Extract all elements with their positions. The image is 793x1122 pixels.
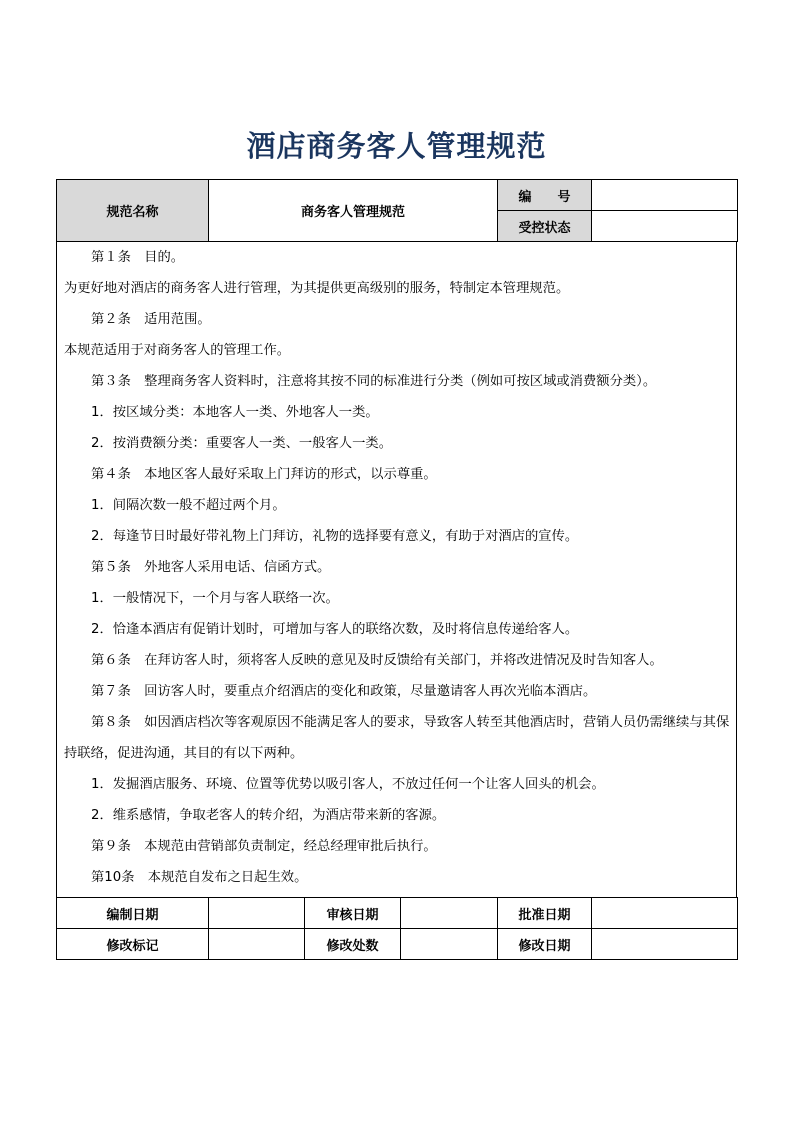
control-status-value — [592, 211, 738, 242]
revision-count-value — [401, 929, 498, 960]
article-text: 本规范适用于对商务客人的管理工作。 — [64, 343, 291, 358]
article-text: 为更好地对酒店的商务客人进行管理，为其提供更高级别的服务，特制定本管理规范。 — [64, 281, 570, 296]
article-heading: 第９条 本规范由营销部负责制定，经总经理审批后执行。 — [91, 839, 437, 854]
spec-name-value: 商务客人管理规范 — [209, 180, 498, 242]
article-heading: 第７条 回访客人时，要重点介绍酒店的变化和政策，尽量邀请客人再次光临本酒店。 — [91, 684, 597, 699]
revision-date-value — [592, 929, 738, 960]
list-item: 2．每逢节日时最好带礼物上门拜访，礼物的选择要有意义，有助于对酒店的宣传。 — [91, 529, 579, 544]
footer-table — [56, 897, 738, 960]
review-date-label: 审核日期 — [305, 898, 401, 929]
revision-mark-value — [209, 929, 305, 960]
compile-date-value — [209, 898, 305, 929]
revision-count-label: 修改处数 — [305, 929, 401, 960]
approve-date-value — [592, 898, 738, 929]
header-table — [56, 179, 738, 242]
number-value — [592, 180, 738, 211]
spec-name-label: 规范名称 — [57, 180, 209, 242]
article-heading: 第１条 目的。 — [91, 250, 185, 265]
article-heading: 第６条 在拜访客人时，须将客人反映的意见及时反馈给有关部门，并将改进情况及时告知客人。 — [91, 653, 663, 668]
revision-date-label: 修改日期 — [498, 929, 592, 960]
article-heading: 第８条 如因酒店档次等客观原因不能满足客人的要求，导致客人转至其他酒店时，营销人员仍需继续与其保持联络，促进沟通，其目的有以下两种。 — [64, 715, 730, 761]
list-item: 1．一般情况下，一个月与客人联络一次。 — [91, 591, 339, 606]
list-item: 1．按区域分类：本地客人一类、外地客人一类。 — [91, 405, 379, 420]
article-heading: 第５条 外地客人采用电话、信函方式。 — [91, 560, 331, 575]
article-heading: 第２条 适用范围。 — [91, 312, 211, 327]
list-item: 1．发掘酒店服务、环境、位置等优势以吸引客人，不放过任何一个让客人回头的机会。 — [91, 777, 605, 792]
compile-date-label: 编制日期 — [57, 898, 209, 929]
list-item: 2．恰逢本酒店有促销计划时，可增加与客人的联络次数，及时将信息传递给客人。 — [91, 622, 579, 637]
document-title: 酒店商务客人管理规范 — [246, 129, 547, 163]
list-item: 2．按消费额分类：重要客人一类、一般客人一类。 — [91, 436, 392, 451]
revision-mark-label: 修改标记 — [57, 929, 209, 960]
approve-date-label: 批准日期 — [498, 898, 592, 929]
article-heading: 第10条 本规范自发布之日起生效。 — [91, 870, 308, 885]
control-status-label: 受控状态 — [498, 211, 592, 242]
number-label: 编 号 — [498, 180, 592, 211]
article-heading: 第４条 本地区客人最好采取上门拜访的形式，以示尊重。 — [91, 467, 437, 482]
review-date-value — [401, 898, 498, 929]
list-item: 1．间隔次数一般不超过两个月。 — [91, 498, 286, 513]
spec-body — [56, 241, 737, 897]
article-heading: 第３条 整理商务客人资料时，注意将其按不同的标准进行分类（例如可按区域或消费额分类）。 — [91, 374, 657, 389]
list-item: 2．维系感情，争取老客人的转介绍，为酒店带来新的客源。 — [91, 808, 446, 823]
